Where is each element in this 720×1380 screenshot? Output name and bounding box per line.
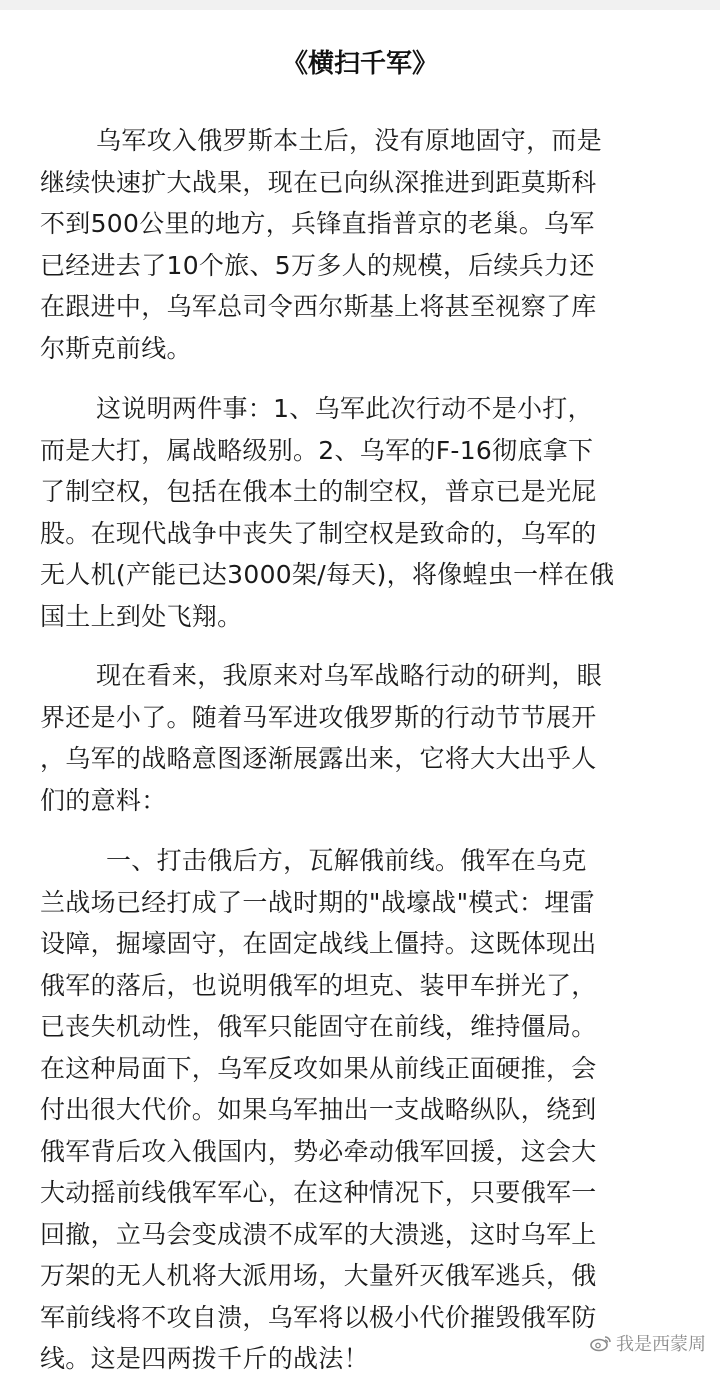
paragraph-line: 无人机(产能已达3000架/每天)，将像蝗虫一样在俄 [40, 560, 615, 589]
paragraph-line: 俄军的落后，也说明俄军的坦克、装甲车拼光了， [40, 970, 597, 1000]
paragraph-line: 界还是小了。随着马军进攻俄罗斯的行动节节展开 [40, 702, 597, 732]
paragraph-line: 俄军背后攻入俄国内，势必牵动俄军回援，这会大 [40, 1136, 597, 1166]
paragraph-line: 这说明两件事：1、乌军此次行动不是小打， [96, 394, 593, 423]
paragraph-1 [40, 120, 690, 369]
paragraph-line: 万架的无人机将大派用场，大量歼灭俄军逃兵，俄 [40, 1261, 597, 1290]
document-title: 《横扫千军》 [281, 49, 438, 79]
paragraph-line: 付出很大代价。如果乌军抽出一支战略纵队，绕到 [40, 1095, 597, 1124]
paragraph-line: 现在看来，我原来对乌军战略行动的研判，眼 [96, 661, 603, 690]
paragraph-line: 大动摇前线俄军军心，在这种情况下，只要俄军一 [40, 1178, 597, 1207]
paragraph-line: 军前线将不攻自溃，乌军将以极小代价摧毁俄军防 [40, 1302, 597, 1332]
paragraph-line: 继续快速扩大战果，现在已向纵深推进到距莫斯科 [40, 167, 597, 197]
paragraph-3 [40, 655, 690, 821]
watermark [590, 1330, 706, 1356]
paragraph-line: 兰战场已经打成了一战时期的"战壕战"模式：埋雷 [40, 887, 595, 917]
paragraph-line: 不到500公里的地方，兵锋直指普京的老巢。乌军 [40, 209, 595, 238]
paragraph-line: 线。这是四两拨千斤的战法！ [40, 1344, 369, 1373]
paragraph-line: 已经进去了10个旅、5万多人的规模，后续兵力还 [40, 250, 595, 280]
paragraph-4 [40, 840, 690, 1380]
paragraph-line: 设障，掘壕固守，在固定战线上僵持。这既体现出 [40, 929, 597, 958]
paragraph-line: 股。在现代战争中丧失了制空权是致命的，乌军的 [40, 518, 597, 548]
paragraph-line: 们的意料： [40, 785, 167, 815]
paragraph-line: 国土上到处飞翔。 [40, 601, 243, 631]
paragraph-line: 在跟进中，乌军总司令西尔斯基上将甚至视察了库 [40, 292, 597, 321]
paragraph-line: 尔斯克前线。 [40, 333, 192, 363]
watermark-text: 我是西蒙周 [616, 1334, 706, 1355]
paragraph-line: 回撤，立马会变成溃不成军的大溃逃，这时乌军上 [40, 1219, 597, 1249]
paragraph-line: 已丧失机动性，俄军只能固守在前线，维持僵局。 [40, 1012, 597, 1041]
paragraph-line: 而是大打，属战略级别。2、乌军的F-16彻底拿下 [40, 435, 594, 465]
weibo-icon [590, 1334, 612, 1352]
paragraph-line: ，乌军的战略意图逐渐展露出来，它将大大出乎人 [40, 744, 597, 773]
paragraph-line: 了制空权，包括在俄本土的制空权，普京已是光屁 [40, 477, 597, 506]
paragraph-line: 一、打击俄后方，瓦解俄前线。俄军在乌克 [106, 846, 587, 875]
paragraph-2 [40, 388, 690, 637]
paragraph-line: 乌军攻入俄罗斯本土后，没有原地固守，而是 [96, 126, 603, 155]
paragraph-line: 在这种局面下，乌军反攻如果从前线正面硬推，会 [40, 1053, 597, 1083]
